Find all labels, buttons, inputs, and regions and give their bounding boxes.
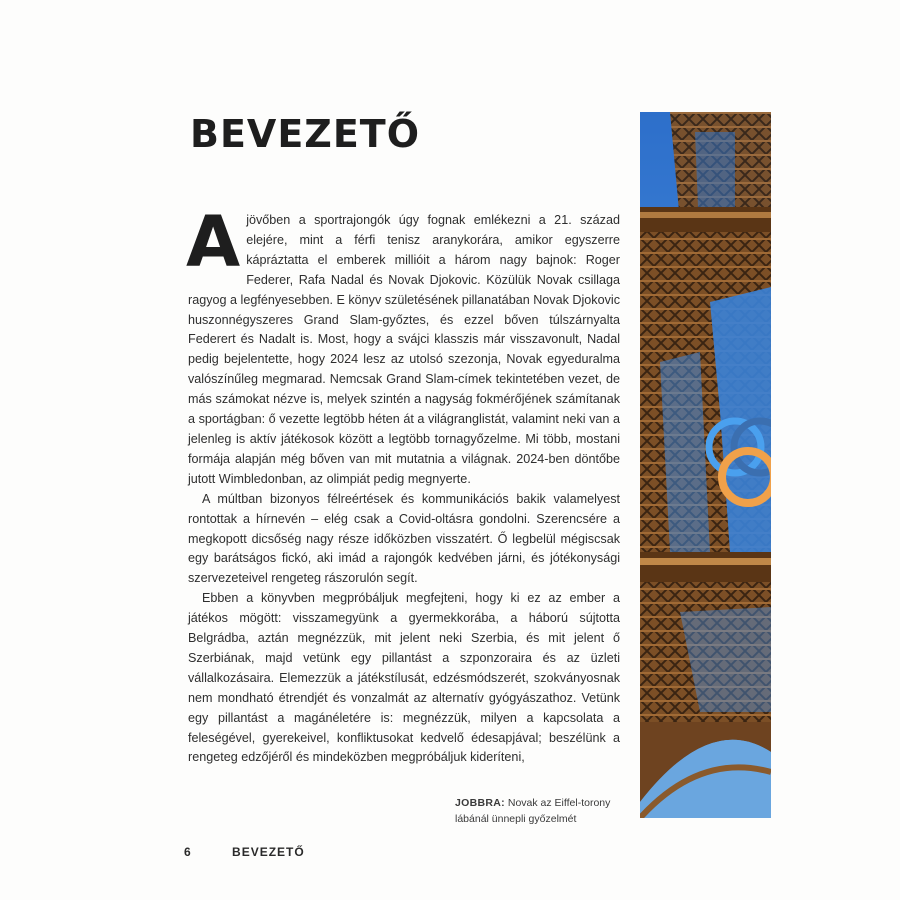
page-number: 6 — [184, 845, 192, 859]
paragraph-3: Ebben a könyvben megpróbáljuk megfejteni, hogy ki ez az ember a játékos mögött: visszamegyünk a gyermekkorába, a háború sújtotta Belgrádba, aztán megnézzük, mit jelent neki Szerbia, és mit jelent ő Szerbiának, majd vetünk egy pillantást a szponzoraira és az üzleti vállalkozásaira. Elemezzük a játékstílusát, edzésmódszerét, szokványosnak nem mondható étrendjét és vonzalmát az alternatív gyógyászathoz. Vetünk egy pillantást a magánéletére is: megnézzük, milyen a kapcsolata a feleségével, gyerekeivel, konfliktusokat kedvelő édesapjával; beszélünk a rengeteg edzőjéről és mindeközben megpróbáljuk kideríteni, — [188, 591, 620, 765]
page-footer — [184, 845, 305, 859]
article-body — [186, 201, 620, 768]
paragraph-2: A múltban bizonyos félreértések és kommunikációs bakik valamelyest rontottak a hírnevén – elég csak a Covid-oltásra gondolni. Szerencsére a megkopott dicsőség nagy része időközben visszatért. Ő legbelül mégiscsak egy barátságos fickó, aki imád a rajongók kedvében járni, és jótékonysági szervezeteivel rengeteg rászorulón segít. — [188, 491, 620, 586]
caption-lead: JOBBRA: — [455, 797, 505, 809]
page-title: BEVEZETŐ — [190, 112, 421, 156]
running-footer-title: BEVEZETŐ — [232, 845, 305, 859]
caption-text: Novak az Eiffel-torony lábánál ünnepli győzelmét — [455, 797, 611, 825]
drop-cap: A — [186, 201, 241, 283]
photo-caption — [455, 795, 615, 827]
eiffel-tower-illustration — [640, 112, 771, 818]
eiffel-tower-photo — [640, 112, 771, 818]
paragraph-1 — [186, 201, 620, 490]
paragraph-1-text: jövőben a sportrajongók úgy fognak emlékezni a 21. század elejére, mint a férfi tenisz aranykorára, amikor egyszerre kápráztatta el emberek millióit a három nagy bajnok: Roger Federer, Rafa Nadal és Novak Djokovic. Közülük Novak csillaga ragyog a legfényesebben. E könyv születésének pillanatában Novak Djokovic huszonnégyszeres Grand Slam-győztes, és ezzel bőven túlszárnyalta Federert és Nadalt is. Most, hogy a svájci klasszis már visszavonult, Nadal pedig bejelentette, hogy 2024 lesz az utolsó szezonja, Novak egyeduralma valószínűleg megmarad. Nemcsak Grand Slam-címek tekintetében vezet, de más számokat nézve is, melyek szintén a nagyság fokmérőjének számítanak a sportágban: ő vezette legtöbb héten át a világranglistát, valamint neki van a jelenleg is aktív játékosok között a legtöbb tornagyőzelme. Mi több, mostani formája alapján még bőven van mit mutatnia a világnak. 2024-ben döntőbe jutott Wimbledonban, az olimpiát pedig megnyerte. — [188, 213, 620, 486]
